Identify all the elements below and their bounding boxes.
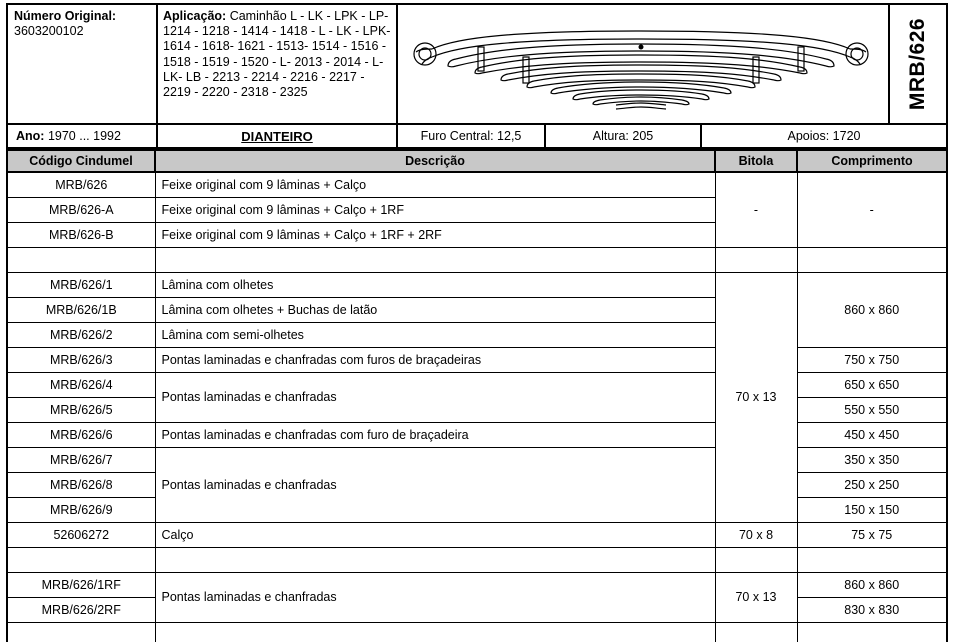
cell-code: MRB/626/2RF [7, 597, 155, 622]
cell-code: MRB/626/9 [7, 497, 155, 522]
year-label: Ano: [16, 129, 45, 143]
cell-description: Pontas laminadas e chanfradas com furos de braçadeiras [155, 347, 715, 372]
cell-length: 830 x 830 [797, 597, 947, 622]
parts-table [6, 149, 948, 642]
cell-gauge [715, 247, 797, 272]
application-label: Aplicação: [163, 9, 227, 23]
cell-description: Pontas laminadas e chanfradas [155, 572, 715, 622]
table-body [7, 172, 947, 642]
table-row-spacer [7, 547, 947, 572]
cell-code: MRB/626-A [7, 197, 155, 222]
original-number-value: 3603200102 [14, 24, 84, 38]
cell-code: MRB/626/1B [7, 297, 155, 322]
supports-value: Apoios: 1720 [787, 129, 861, 143]
cell-description: Calço [155, 522, 715, 547]
cell-length: 450 x 450 [797, 422, 947, 447]
cell-code: MRB/626/4 [7, 372, 155, 397]
cell-code: MRB/626 [7, 172, 155, 197]
table-row [7, 422, 947, 447]
cell-code: MRB/626/1RF [7, 572, 155, 597]
cell-length: 550 x 550 [797, 397, 947, 422]
cell-length [797, 547, 947, 572]
application-cell [158, 5, 398, 123]
cell-description: Feixe original com 9 lâminas + Calço + 1RF [155, 197, 715, 222]
cell-description: Lâmina com olhetes + Buchas de latão [155, 297, 715, 322]
cell-length: 150 x 150 [797, 497, 947, 522]
column-header-code: Código Cindumel [7, 150, 155, 172]
year-value: 1970 ... 1992 [47, 129, 121, 143]
cell-code [7, 622, 155, 642]
cell-code: MRB/626/6 [7, 422, 155, 447]
cell-description: Feixe original com 9 lâminas + Calço + 1RF + 2RF [155, 222, 715, 247]
header-block [6, 3, 948, 125]
cell-description: Feixe original com 9 lâminas + Calço [155, 172, 715, 197]
original-number-label: Número Original: [14, 9, 117, 23]
height-value: Altura: 205 [592, 129, 654, 143]
leaf-spring-drawing [398, 5, 884, 123]
table-row [7, 447, 947, 472]
cell-description: Lâmina com semi-olhetes [155, 322, 715, 347]
year-cell [8, 125, 158, 147]
table-row [7, 372, 947, 397]
cell-description [155, 547, 715, 572]
supports-cell [702, 125, 946, 147]
cell-length [797, 247, 947, 272]
cell-gauge: 70 x 8 [715, 522, 797, 547]
spring-code: MRB/626 [906, 17, 930, 111]
cell-code: MRB/626/7 [7, 447, 155, 472]
cell-length: 650 x 650 [797, 372, 947, 397]
cell-length: 750 x 750 [797, 347, 947, 372]
table-row [7, 572, 947, 597]
cell-code: MRB/626/5 [7, 397, 155, 422]
cell-length: 350 x 350 [797, 447, 947, 472]
center-hole-cell [398, 125, 546, 147]
drawing-cell [398, 5, 890, 123]
cell-code: MRB/626/1 [7, 272, 155, 297]
table-row-spacer [7, 247, 947, 272]
cell-length: - [797, 172, 947, 247]
column-header-description: Descrição [155, 150, 715, 172]
column-header-length: Comprimento [797, 150, 947, 172]
cell-description [155, 622, 715, 642]
cell-gauge: - [715, 172, 797, 247]
column-header-gauge: Bitola [715, 150, 797, 172]
cell-code: MRB/626/8 [7, 472, 155, 497]
center-hole-value: Furo Central: 12,5 [420, 129, 522, 143]
cell-gauge: 70 x 13 [715, 572, 797, 622]
position-cell [158, 125, 398, 147]
spec-strip [6, 125, 948, 149]
position-value: DIANTEIRO [241, 128, 313, 144]
table-row [7, 347, 947, 372]
cell-code [7, 547, 155, 572]
cell-code: MRB/626/3 [7, 347, 155, 372]
cell-description: Pontas laminadas e chanfradas [155, 447, 715, 522]
height-cell [546, 125, 702, 147]
application-value: Caminhão L - LK - LPK - LP- 1214 - 1218 - 1414 - 1418 - L - LK - LPK- 1614 - 1618- 1621 - 1513- 1514 - 1516 - 1518 - 1519 - 1520 - L- 2013 - 2014 - L- LK- LB - 2213 - 2214 - 2216 - 2217 - 2219 - 2220 - 2318 - 2325 [163, 9, 391, 100]
cell-description: Lâmina com olhetes [155, 272, 715, 297]
cell-code [7, 247, 155, 272]
cell-length: 860 x 860 [797, 572, 947, 597]
table-row [7, 272, 947, 297]
cell-code: 52606272 [7, 522, 155, 547]
original-number-cell [8, 5, 158, 123]
cell-code: MRB/626/2 [7, 322, 155, 347]
cell-description: Pontas laminadas e chanfradas [155, 372, 715, 422]
cell-description: Pontas laminadas e chanfradas com furo de braçadeira [155, 422, 715, 447]
spring-code-cell [890, 5, 946, 123]
table-row-spacer [7, 622, 947, 642]
cell-length [797, 622, 947, 642]
table-header-row [7, 150, 947, 172]
table-row [7, 522, 947, 547]
cell-gauge: 70 x 13 [715, 272, 797, 522]
cell-description [155, 247, 715, 272]
cell-gauge [715, 547, 797, 572]
cell-code: MRB/626-B [7, 222, 155, 247]
cell-length: 75 x 75 [797, 522, 947, 547]
cell-length: 860 x 860 [797, 272, 947, 347]
table-row [7, 172, 947, 197]
cell-gauge [715, 622, 797, 642]
cell-length: 250 x 250 [797, 472, 947, 497]
